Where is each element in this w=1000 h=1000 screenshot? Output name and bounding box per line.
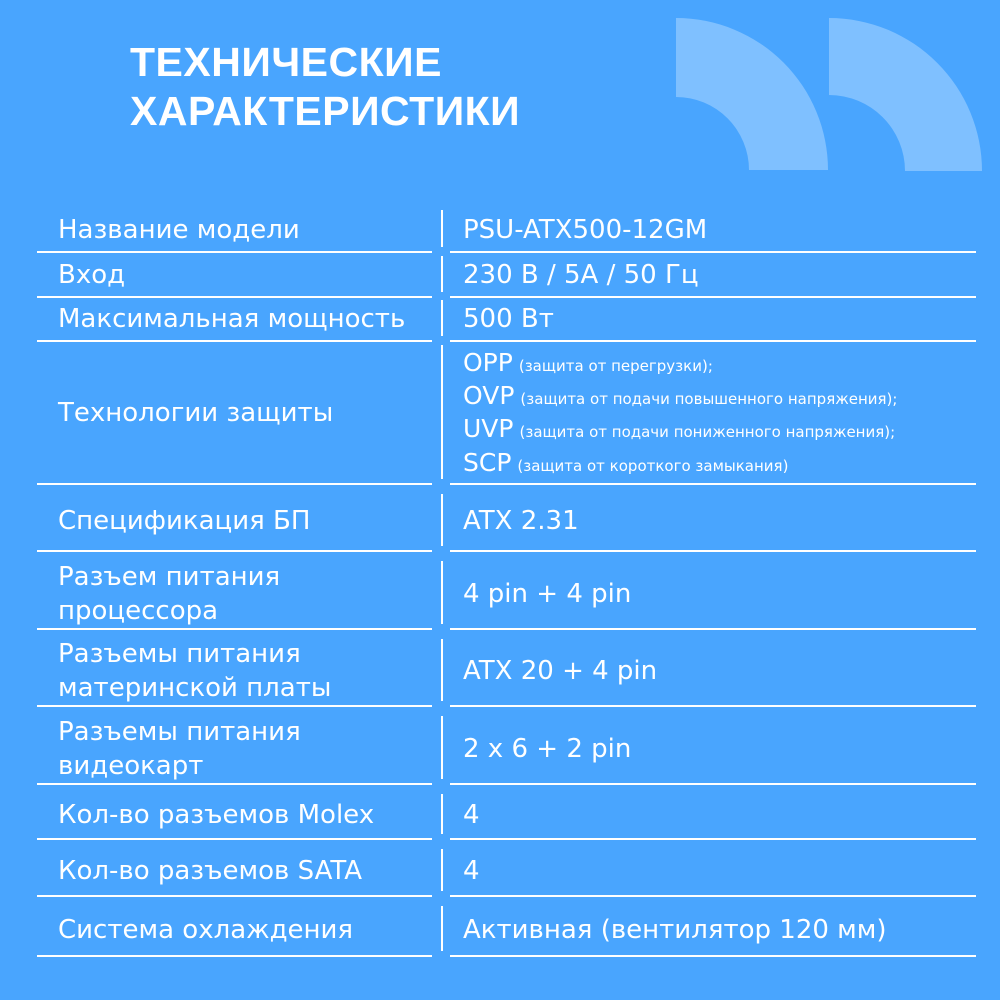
- column-divider: [441, 210, 443, 247]
- row-divider: [37, 895, 432, 897]
- spec-label: Вход: [58, 260, 126, 290]
- column-divider: [441, 716, 443, 779]
- spec-value: 230 В / 5А / 50 Гц: [463, 260, 699, 290]
- spec-label: Название модели: [58, 214, 300, 245]
- spec-value: 4: [463, 800, 480, 830]
- column-divider: [441, 906, 443, 951]
- row-divider: [450, 895, 976, 897]
- protection-code: OVP: [463, 381, 515, 410]
- column-divider: [441, 300, 443, 336]
- row-divider: [37, 340, 432, 342]
- protection-description: (защита от подачи повышенного напряжения);: [520, 390, 898, 408]
- column-divider: [441, 345, 443, 479]
- row-divider: [37, 296, 432, 298]
- row-divider: [37, 783, 432, 785]
- column-divider: [441, 639, 443, 701]
- spec-label: Технологии защиты: [58, 398, 334, 428]
- row-divider: [450, 955, 976, 957]
- spec-value: 2 x 6 + 2 pin: [463, 733, 632, 764]
- spec-value: Активная (вентилятор 120 мм): [463, 914, 887, 945]
- row-divider: [37, 705, 432, 707]
- column-divider: [441, 561, 443, 624]
- protection-description: (защита от перегрузки);: [518, 357, 713, 375]
- spec-value: 4 pin + 4 pin: [463, 578, 632, 609]
- title-line-1: ТЕХНИЧЕСКИЕ: [130, 39, 442, 85]
- spec-label: Максимальная мощность: [58, 304, 406, 334]
- row-divider: [450, 838, 976, 840]
- column-divider: [441, 849, 443, 891]
- spec-value: 500 Вт: [463, 304, 554, 334]
- row-divider: [37, 483, 432, 485]
- row-divider: [37, 628, 432, 630]
- row-divider: [37, 251, 432, 253]
- row-divider: [450, 783, 976, 785]
- protection-code: OPP: [463, 348, 513, 377]
- spec-label: Спецификация БП: [58, 506, 311, 536]
- row-divider: [450, 251, 976, 253]
- row-divider: [37, 955, 432, 957]
- spec-value: ATX 20 + 4 pin: [463, 656, 658, 686]
- column-divider: [441, 256, 443, 292]
- protection-code: SCP: [463, 448, 512, 477]
- spec-label: Разъем питания процессора: [58, 561, 281, 626]
- row-divider: [450, 483, 976, 485]
- row-divider: [37, 550, 432, 552]
- row-divider: [450, 296, 976, 298]
- row-divider: [450, 340, 976, 342]
- spec-value: PSU-ATX500-12GM: [463, 214, 708, 245]
- column-divider: [441, 794, 443, 834]
- row-divider: [450, 628, 976, 630]
- spec-label: Система охлаждения: [58, 914, 354, 945]
- spec-label: Разъемы питания видеокарт: [58, 716, 301, 781]
- protection-description: (защита от короткого замыкания): [517, 457, 789, 475]
- spec-value: ATX 2.31: [463, 506, 579, 536]
- row-divider: [450, 705, 976, 707]
- spec-value: 4: [463, 856, 480, 886]
- protection-item: [463, 348, 713, 377]
- row-divider: [37, 838, 432, 840]
- column-divider: [441, 494, 443, 546]
- protection-code: UVP: [463, 414, 514, 443]
- spec-label: Разъемы питания материнской платы: [58, 639, 332, 703]
- protection-description: (защита от подачи пониженного напряжения);: [519, 423, 896, 441]
- protection-item: [463, 448, 788, 477]
- title-line-2: ХАРАКТЕРИСТИКИ: [130, 88, 521, 134]
- spec-label: Кол-во разъемов Molex: [58, 800, 375, 830]
- spec-label: Кол-во разъемов SATA: [58, 856, 363, 886]
- protection-item: [463, 414, 895, 443]
- protection-item: [463, 381, 897, 410]
- row-divider: [450, 550, 976, 552]
